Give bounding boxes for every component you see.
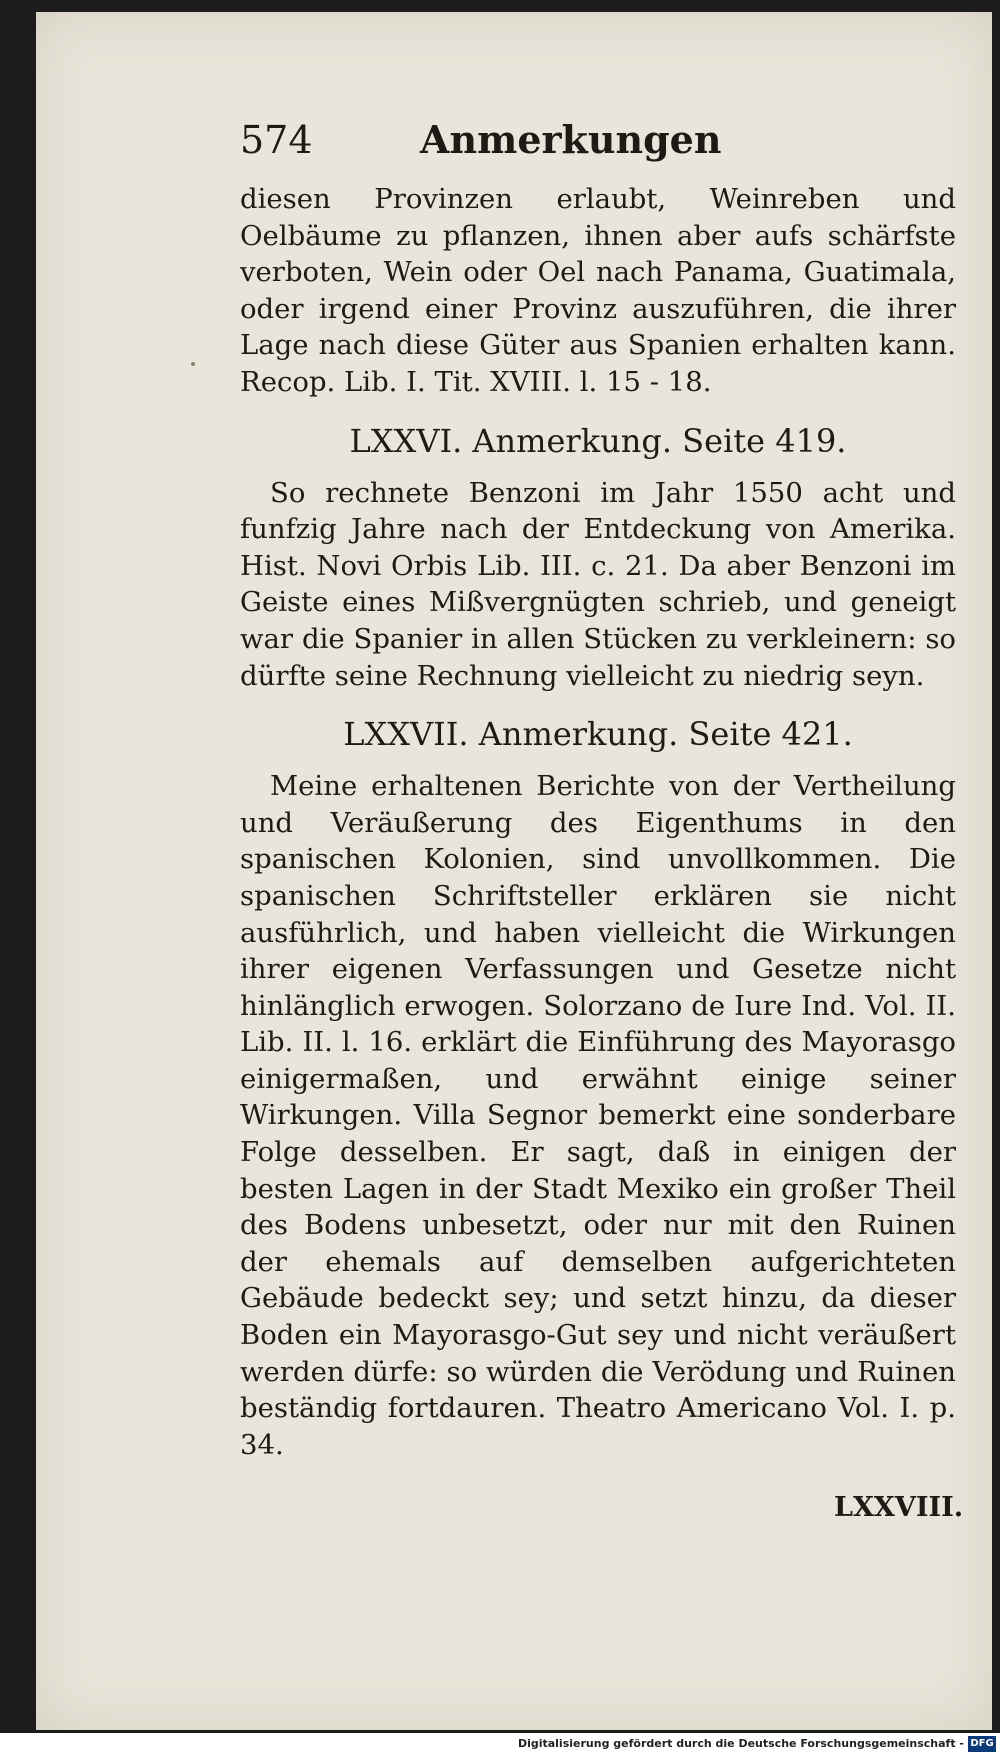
book-page	[36, 12, 992, 1730]
section-paragraph-lxxvii: Meine erhaltenen Berichte von der Vertheilung und Veräußerung des Eigenthums in den spanischen Kolonien, sind unvollkommen. Die spanischen Schriftsteller erklären sie nicht ausführlich, und haben vielleicht die Wirkungen ihrer eigenen Verfassungen und Gesetze nicht hinlänglich erwogen. Solorzano de Iure Ind. Vol. II. Lib. II. l. 16. erklärt die Einführung des Mayorasgo einigermaßen, und erwähnt einige seiner Wirkungen. Villa Segnor bemerkt eine sonderbare Folge desselben. Er sagt, daß in einigen der besten Lagen in der Stadt Mexiko ein großer Theil des Bodens unbesetzt, oder nur mit den Ruinen der ehemals auf demselben aufgerichteten Gebäude bedeckt sey; und setzt hinzu, da dieser Boden ein Mayorasgo-Gut sey und nicht veräußert werden dürfe: so würden die Verödung und Ruinen beständig fortdauren. Theatro Americano Vol. I. p. 34.	[240, 770, 956, 1461]
dfg-logo-icon: DFG	[968, 1736, 996, 1752]
digitization-footer	[0, 1733, 1000, 1757]
margin-dot	[191, 362, 195, 366]
section-paragraph-lxxvi: So rechnete Benzoni im Jahr 1550 acht und funfzig Jahre nach der Entdeckung von Amerika. Hist. Novi Orbis Lib. III. c. 21. Da aber Benzoni im Geiste eines Mißvergnügten schrieb, und geneigt war die Spanier in allen Stücken zu verkleinern: so dürfte seine Rechnung vielleicht zu niedrig seyn.	[240, 476, 956, 692]
text-block	[240, 117, 956, 1463]
page-number: 574	[240, 118, 313, 162]
catchword: LXXVIII.	[834, 1492, 964, 1523]
running-head-title: Anmerkungen	[420, 117, 722, 162]
continued-paragraph: diesen Provinzen erlaubt, Weinreben und Oelbäume zu pflanzen, ihnen aber aufs schärfste verboten, Wein oder Oel nach Panama, Guatimala, oder irgend einer Provinz auszuführen, die ihrer Lage nach diese Güter aus Spanien erhalten kann. Recop. Lib. I. Tit. XVIII. l. 15 - 18.	[240, 183, 956, 398]
section-heading-lxxvii: LXXVII. Anmerkung. Seite 421.	[343, 715, 853, 754]
running-head	[240, 117, 956, 177]
footer-credit: Digitalisierung gefördert durch die Deutsche Forschungsgemeinschaft -	[517, 1737, 964, 1750]
section-heading-lxxvi: LXXVI. Anmerkung. Seite 419.	[349, 421, 847, 460]
